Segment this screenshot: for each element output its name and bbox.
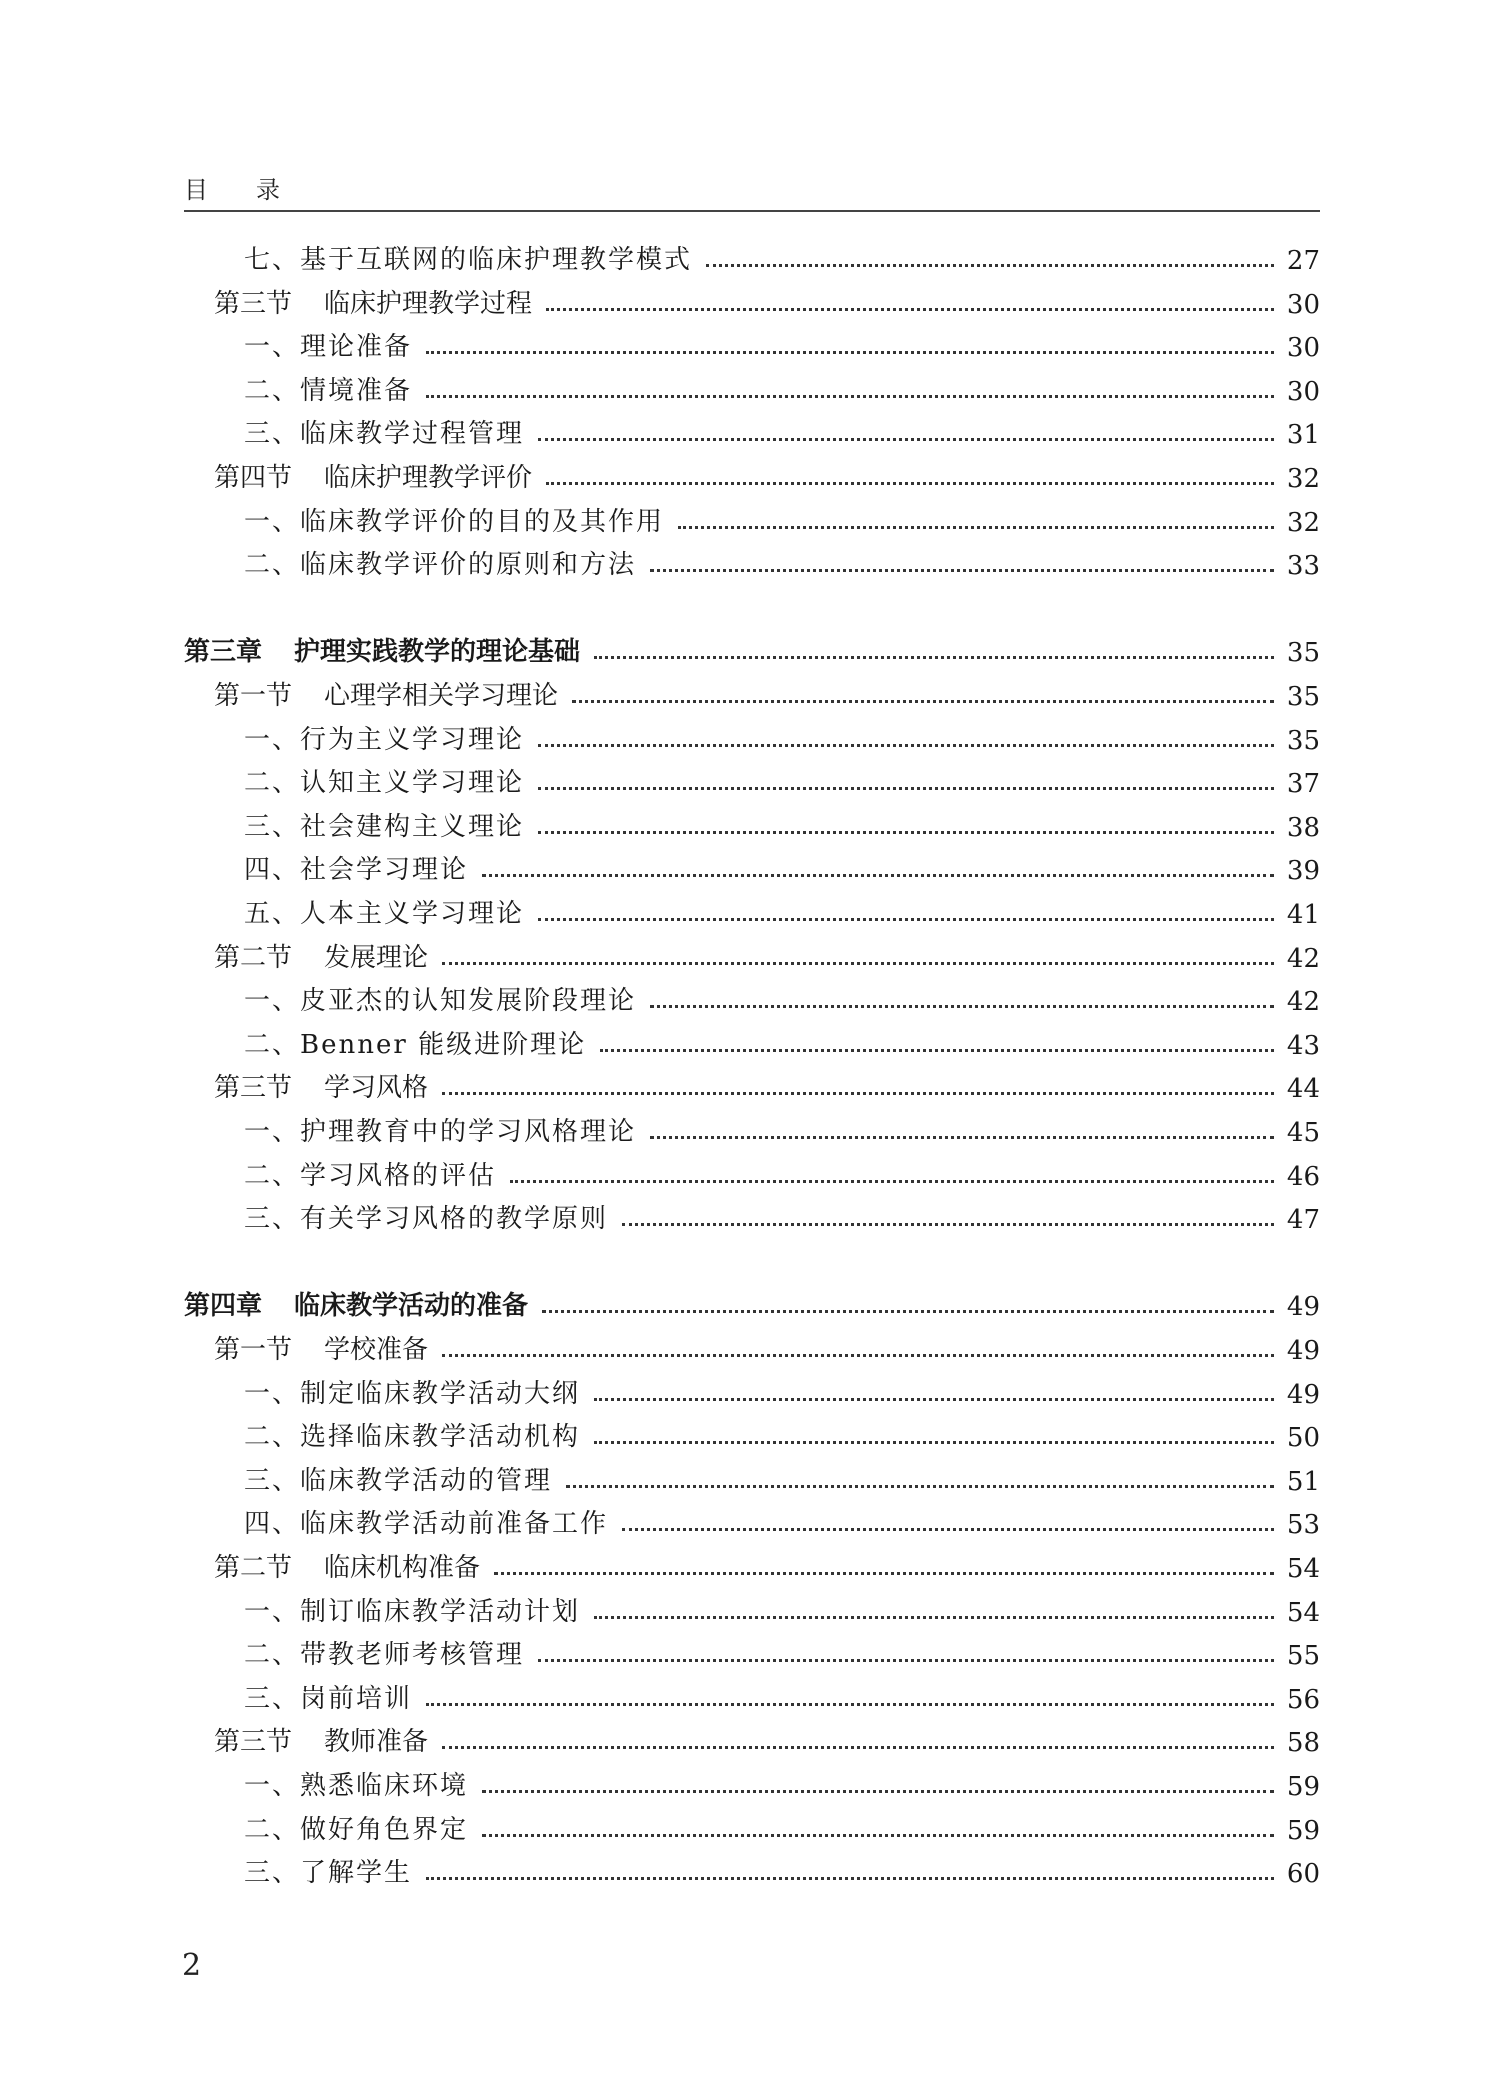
toc-entry-label: [184, 980, 636, 1017]
toc-entry-label: [184, 1852, 412, 1889]
toc-entry-title: 临床教学活动的管理: [300, 1465, 553, 1496]
toc-entry-page: 30: [1286, 333, 1320, 364]
toc-entry-page: 59: [1286, 1772, 1320, 1802]
toc-entry-title: 心理学相关学习理论: [324, 681, 559, 711]
toc-entry-section[interactable]: [184, 454, 1320, 494]
toc-entry-page: 38: [1286, 812, 1320, 843]
toc-entry-number: 二、: [244, 1640, 301, 1671]
toc-entry-title: 社会学习理论: [300, 855, 469, 886]
toc-entry-title: 学习风格: [324, 1073, 429, 1104]
toc-entry-page: 50: [1286, 1423, 1320, 1454]
toc-entry-number: 一、: [244, 332, 301, 363]
toc-entry-number: 三、: [244, 419, 301, 450]
toc-entry-title: 临床教学评价的原则和方法: [300, 550, 637, 581]
toc-entry-number: 三、: [244, 811, 301, 842]
leader-dots: [442, 962, 1274, 965]
toc-entry-title: 护理实践教学的理论基础: [294, 637, 581, 668]
leader-dots: [650, 1005, 1274, 1008]
leader-dots: [482, 1834, 1274, 1837]
leader-dots: [538, 831, 1274, 834]
toc-entry-item[interactable]: [184, 1152, 1320, 1192]
toc-entry-number: 一、: [244, 506, 301, 537]
toc-entry-item[interactable]: [184, 236, 1320, 276]
toc-entry-item[interactable]: [184, 498, 1320, 538]
toc-entry-title: 皮亚杰的认知发展阶段理论: [300, 986, 637, 1017]
toc-entry-page: 31: [1286, 420, 1320, 451]
toc-entry-item[interactable]: [184, 1370, 1320, 1410]
toc-entry-page: 55: [1286, 1641, 1320, 1672]
toc-entry-number: 第四章: [184, 1291, 263, 1322]
toc-entry-title: 护理教育中的学习风格理论: [300, 1117, 637, 1147]
toc-entry-section[interactable]: [184, 934, 1320, 974]
leader-dots: [622, 1528, 1274, 1531]
toc-entry-title: 认知主义学习理论: [300, 768, 525, 799]
toc-entry-section[interactable]: [184, 1064, 1320, 1104]
toc-entry-page: 41: [1286, 900, 1320, 930]
toc-entry-number: 第一节: [214, 1335, 293, 1365]
toc-entry-label: [184, 1111, 636, 1148]
toc-entry-number: 二、: [244, 768, 301, 799]
toc-entry-number: 第二节: [214, 1553, 293, 1583]
toc-entry-label: [184, 1373, 580, 1410]
toc-entry-label: [184, 413, 524, 450]
toc-entry-item[interactable]: [184, 1108, 1320, 1148]
toc-entry-label: [184, 1503, 608, 1540]
toc-entry-item[interactable]: [184, 890, 1320, 930]
toc-entry-title: 人本主义学习理论: [300, 899, 525, 929]
leader-dots: [510, 1180, 1274, 1183]
toc-entry-page: 35: [1286, 638, 1320, 669]
leader-dots: [678, 526, 1274, 529]
toc-entry-number: 第三节: [214, 1073, 293, 1104]
leader-dots: [426, 1877, 1274, 1880]
toc-entry-label: [184, 457, 532, 494]
leader-dots: [482, 1790, 1274, 1793]
toc-entry-label: [184, 1591, 580, 1628]
toc-entry-number: 七、: [244, 245, 301, 275]
toc-entry-item[interactable]: [184, 1413, 1320, 1453]
toc-entry-page: 35: [1286, 682, 1320, 712]
toc-entry-title: 临床教学评价的目的及其作用: [300, 506, 665, 537]
toc-entry-page: 32: [1286, 464, 1320, 494]
toc-entry-item[interactable]: [184, 759, 1320, 799]
toc-entry-title: 临床教学活动前准备工作: [300, 1509, 609, 1540]
toc-entry-title: 岗前培训: [300, 1683, 413, 1714]
toc-entry-page: 54: [1286, 1597, 1320, 1628]
toc-entry-label: [184, 239, 692, 276]
toc-entry-page: 27: [1286, 246, 1320, 276]
toc-entry-label: [184, 1198, 608, 1235]
toc-entry-title: 社会建构主义理论: [300, 811, 525, 842]
toc-entry-label: [184, 762, 524, 799]
toc-entry-label: [184, 1329, 428, 1366]
toc-entry-item[interactable]: [184, 367, 1320, 407]
toc-entry-title: 制定临床教学活动大纲: [300, 1378, 581, 1409]
leader-dots: [542, 1310, 1274, 1313]
toc-entry-section[interactable]: [184, 1718, 1320, 1758]
toc-entry-item[interactable]: [184, 410, 1320, 450]
toc-entry-number: 第三章: [184, 637, 263, 668]
toc-entry-number: 三、: [244, 1858, 301, 1889]
leader-dots: [538, 438, 1274, 441]
toc-entry-item[interactable]: [184, 1457, 1320, 1497]
toc-entry-title: 熟悉临床环境: [300, 1771, 469, 1801]
leader-dots: [538, 787, 1274, 790]
toc-entry-title: Benner 能级进阶理论: [300, 1029, 587, 1060]
toc-entry-item[interactable]: [184, 541, 1320, 581]
toc-entry-label: [184, 1809, 468, 1846]
toc-entry-number: 二、: [244, 1029, 301, 1060]
toc-entry-page: 42: [1286, 943, 1320, 974]
toc-entry-label: [184, 1024, 586, 1061]
toc-entry-title: 有关学习风格的教学原则: [300, 1204, 609, 1235]
toc-entry-label: [184, 370, 412, 407]
toc-entry-label: [184, 937, 428, 974]
toc-entry-item[interactable]: [184, 803, 1320, 843]
toc-entry-number: 二、: [244, 1422, 301, 1453]
toc-entry-number: 一、: [244, 986, 301, 1017]
toc-entry-title: 临床教学过程管理: [300, 419, 525, 450]
toc-entry-title: 学校准备: [324, 1335, 429, 1365]
toc-entry-item[interactable]: [184, 716, 1320, 756]
toc-entry-item[interactable]: [184, 1762, 1320, 1802]
toc-entry-title: 发展理论: [324, 942, 429, 973]
toc-entry-title: 临床护理教学评价: [324, 463, 533, 493]
leader-dots: [650, 1136, 1274, 1139]
toc-entry-label: [184, 1067, 428, 1104]
toc-entry-number: 一、: [244, 1771, 301, 1801]
toc-entry-item[interactable]: [184, 323, 1320, 363]
leader-dots: [442, 1092, 1274, 1095]
leader-dots: [594, 1398, 1274, 1401]
leader-dots: [426, 351, 1274, 354]
toc-entry-page: 56: [1286, 1684, 1320, 1715]
toc-entry-label: [184, 806, 524, 843]
toc-entry-page: 43: [1286, 1030, 1320, 1061]
toc-entry-label: [184, 1285, 528, 1322]
toc-entry-number: 二、: [244, 375, 301, 406]
page-number: 2: [182, 1948, 202, 1983]
toc-entry-label: [184, 544, 636, 581]
leader-dots: [706, 264, 1274, 267]
leader-dots: [566, 1485, 1274, 1488]
toc-entry-number: 四、: [244, 1509, 301, 1540]
toc-entry-label: [184, 1460, 552, 1497]
toc-entry-label: [184, 675, 558, 712]
toc-entry-section[interactable]: [184, 1326, 1320, 1366]
toc-entry-page: 49: [1286, 1292, 1320, 1323]
toc-entry-item[interactable]: [184, 846, 1320, 886]
leader-dots: [426, 395, 1274, 398]
toc-entry-number: 二、: [244, 1160, 301, 1191]
toc-entry-item[interactable]: [184, 1806, 1320, 1846]
toc-entry-page: 30: [1286, 289, 1320, 320]
toc-entry-label: [184, 326, 412, 363]
toc-entry-number: 一、: [244, 1378, 301, 1409]
toc-entry-label: [184, 631, 580, 668]
toc-entry-page: 54: [1286, 1554, 1320, 1584]
toc-entry-label: [184, 849, 468, 886]
toc-entry-number: 第二节: [214, 942, 293, 973]
toc-entry-item[interactable]: [184, 1195, 1320, 1235]
leader-dots: [594, 1441, 1274, 1444]
leader-dots: [546, 308, 1274, 311]
toc-entry-number: 二、: [244, 1814, 301, 1845]
toc-entry-number: 四、: [244, 855, 301, 886]
toc-entry-number: 第三节: [214, 1727, 293, 1758]
toc-entry-number: 二、: [244, 550, 301, 581]
leader-dots: [482, 874, 1274, 877]
leader-dots: [622, 1223, 1274, 1226]
toc-entry-number: 一、: [244, 724, 301, 755]
toc-entry-title: 带教老师考核管理: [300, 1640, 525, 1671]
leader-dots: [538, 744, 1274, 747]
toc-entry-number: 第一节: [214, 681, 293, 711]
toc-entry-page: 59: [1286, 1815, 1320, 1846]
toc-entry-chapter[interactable]: [184, 628, 1320, 668]
toc-entry-item[interactable]: [184, 1631, 1320, 1671]
toc-entry-number: 五、: [244, 899, 301, 929]
toc-entry-label: [184, 1765, 468, 1802]
toc-entry-title: 教师准备: [324, 1727, 429, 1758]
toc-entry-number: 一、: [244, 1117, 301, 1147]
toc-entry-title: 基于互联网的临床护理教学模式: [300, 245, 693, 275]
leader-dots: [650, 569, 1274, 572]
toc-entry-title: 情境准备: [300, 375, 413, 406]
toc-entry-label: [184, 893, 524, 930]
toc-entry-item[interactable]: [184, 977, 1320, 1017]
toc-entry-title: 学习风格的评估: [300, 1160, 497, 1191]
toc-entry-label: [184, 283, 532, 320]
toc-entry-item[interactable]: [184, 1849, 1320, 1889]
toc-entry-page: 45: [1286, 1118, 1320, 1148]
toc-entry-label: [184, 719, 524, 756]
toc-entry-page: 46: [1286, 1161, 1320, 1192]
toc-entry-page: 35: [1286, 725, 1320, 756]
leader-dots: [442, 1746, 1274, 1749]
toc-entry-item[interactable]: [184, 1588, 1320, 1628]
toc-entry-section[interactable]: [184, 1544, 1320, 1584]
toc-entry-page: 44: [1286, 1074, 1320, 1105]
toc-entry-number: 三、: [244, 1465, 301, 1496]
toc-entry-page: 60: [1286, 1859, 1320, 1890]
toc-entry-page: 53: [1286, 1510, 1320, 1541]
toc-entry-page: 30: [1286, 376, 1320, 407]
toc-entry-page: 49: [1286, 1379, 1320, 1410]
toc-entry-item[interactable]: [184, 1021, 1320, 1061]
toc-entry-section[interactable]: [184, 280, 1320, 320]
toc-entry-title: 选择临床教学活动机构: [300, 1422, 581, 1453]
leader-dots: [594, 656, 1274, 659]
toc-entry-title: 了解学生: [300, 1858, 413, 1889]
toc-entry-title: 做好角色界定: [300, 1814, 469, 1845]
toc-entry-title: 制订临床教学活动计划: [300, 1596, 581, 1627]
toc-entry-title: 临床教学活动的准备: [294, 1291, 529, 1322]
leader-dots: [600, 1049, 1274, 1052]
toc-entry-item[interactable]: [184, 1500, 1320, 1540]
toc-entry-page: 49: [1286, 1336, 1320, 1366]
toc-entry-title: 临床护理教学过程: [324, 288, 533, 319]
toc-entry-page: 33: [1286, 551, 1320, 582]
toc-entry-item[interactable]: [184, 1675, 1320, 1715]
toc-entry-page: 42: [1286, 987, 1320, 1018]
toc-entry-number: 三、: [244, 1683, 301, 1714]
leader-dots: [494, 1572, 1274, 1575]
toc-entry-page: 39: [1286, 856, 1320, 887]
toc-entry-title: 临床机构准备: [324, 1553, 481, 1583]
toc-entry-chapter[interactable]: [184, 1282, 1320, 1322]
toc-entry-label: [184, 1547, 480, 1584]
toc-entry-page: 51: [1286, 1466, 1320, 1497]
toc-entry-label: [184, 1634, 524, 1671]
toc-entry-page: 32: [1286, 507, 1320, 538]
toc-entry-number: 第三节: [214, 288, 293, 319]
leader-dots: [538, 1659, 1274, 1662]
toc-entry-label: [184, 1678, 412, 1715]
toc-entry-page: 37: [1286, 769, 1320, 800]
toc-entry-label: [184, 1155, 496, 1192]
toc-entry-number: 三、: [244, 1204, 301, 1235]
toc-entry-title: 行为主义学习理论: [300, 724, 525, 755]
toc-entry-number: 一、: [244, 1596, 301, 1627]
leader-dots: [538, 918, 1274, 921]
toc-entry-page: 58: [1286, 1728, 1320, 1759]
toc-entry-page: 47: [1286, 1205, 1320, 1236]
leader-dots: [426, 1703, 1274, 1706]
toc-entry-label: [184, 1721, 428, 1758]
running-header: [184, 170, 1320, 212]
toc-entry-label: [184, 1416, 580, 1453]
toc-entry-title: 理论准备: [300, 332, 413, 363]
leader-dots: [442, 1354, 1274, 1357]
leader-dots: [594, 1616, 1274, 1619]
toc-entry-label: [184, 501, 664, 538]
leader-dots: [546, 482, 1274, 485]
toc-entry-number: 第四节: [214, 463, 293, 493]
leader-dots: [572, 700, 1274, 703]
header-title: 目录: [184, 176, 328, 204]
toc-entry-section[interactable]: [184, 672, 1320, 712]
